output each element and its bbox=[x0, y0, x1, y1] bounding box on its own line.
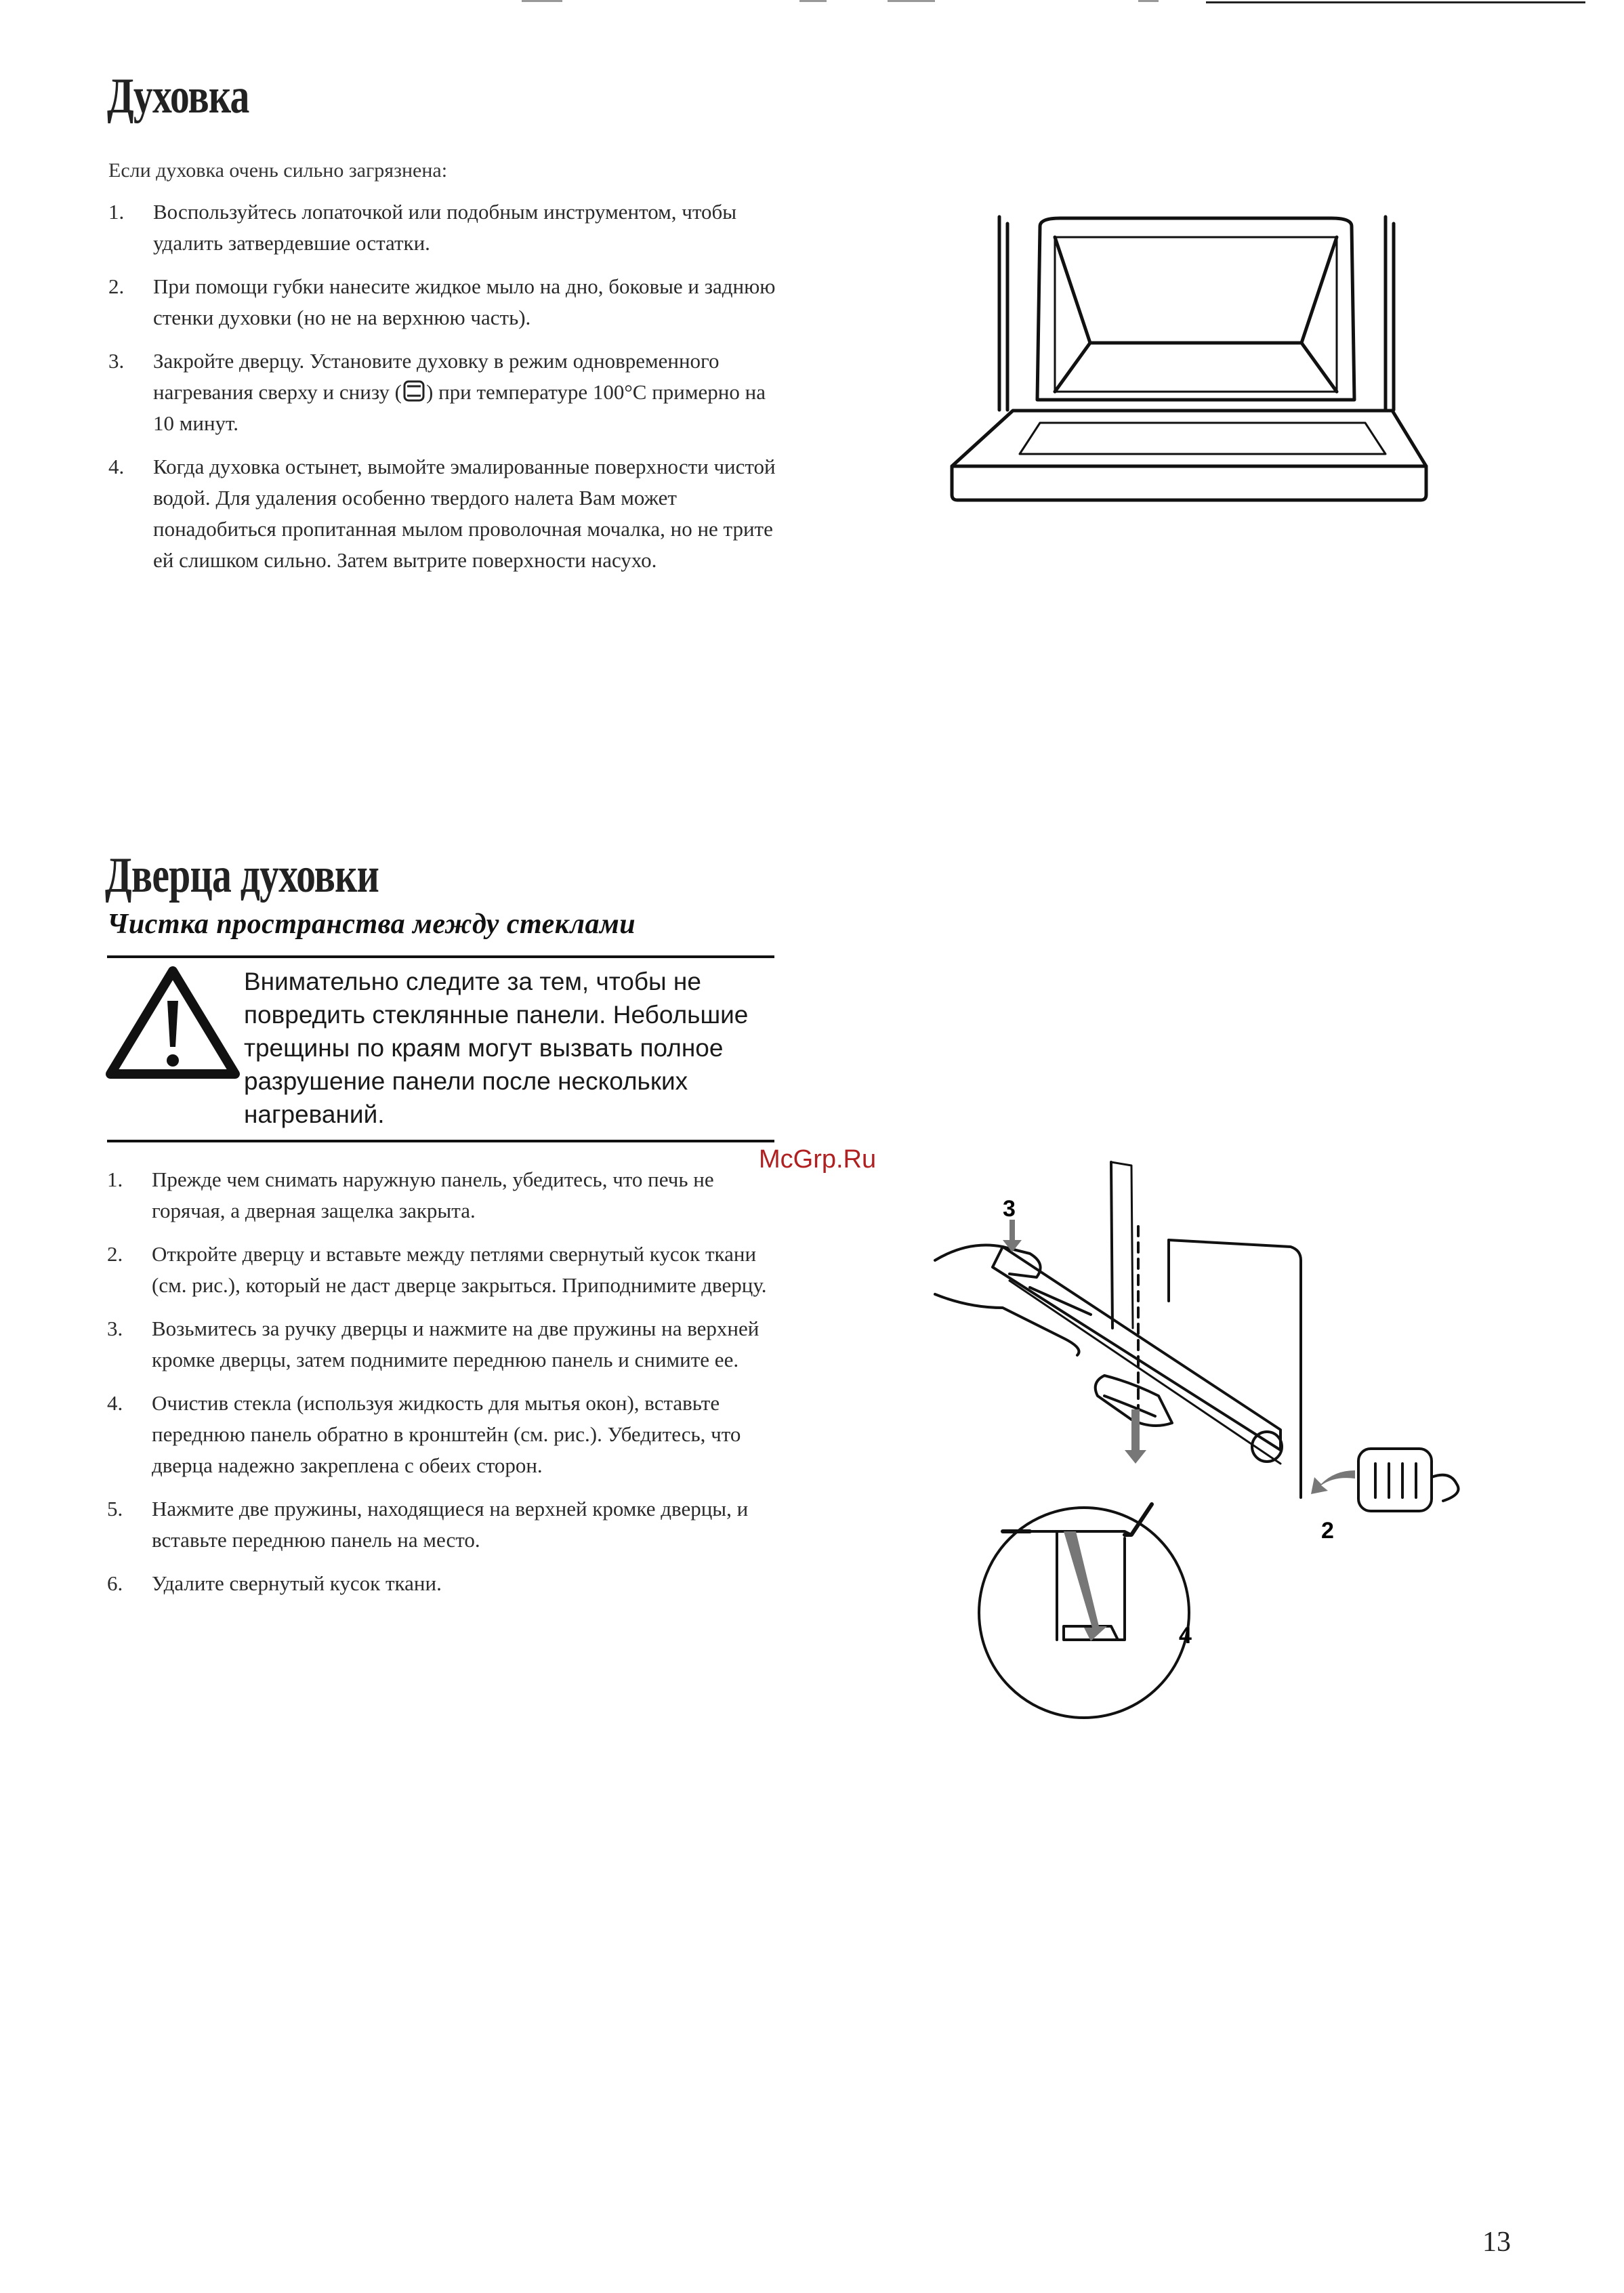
section-title-oven-door: Дверца духовки bbox=[105, 848, 379, 903]
list-item: 1. Воспользуйтесь лопаточкой или подобным инструментом, чтобы удалить затвердевшие остатки. bbox=[108, 200, 737, 255]
list-item: 6. Удалите свернутый кусок ткани. bbox=[107, 1571, 442, 1595]
diagram-label-3: 3 bbox=[1003, 1196, 1016, 1222]
divider-top bbox=[107, 955, 774, 958]
oven-steps bbox=[108, 197, 786, 588]
list-item: 4. Очистив стекла (используя жидкость для мытья окон), вставьте переднюю панель обратно в кронштейн (см. рис.). Убедитесь, что дверца надежно закреплена с обеих сторон. bbox=[107, 1391, 741, 1477]
list-item: 2. При помощи губки нанесите жидкое мыло на дно, боковые и заднюю стенки духовки (но не на верхнюю часть). bbox=[108, 274, 776, 329]
list-item: 3. Закройте дверцу. Установите духовку в режим одновременного нагревания сверху и снизу ( ) при температуре 100°С примерно на 10 минут. bbox=[108, 349, 766, 435]
diagram-label-2: 2 bbox=[1321, 1518, 1334, 1544]
oven-illustration bbox=[945, 210, 1453, 508]
diagram-label-4: 4 bbox=[1179, 1623, 1192, 1649]
warning-text: Внимательно следите за тем, чтобы не повредить стеклянные панели. Небольшие трещины по краям могут вызвать полное разрушение панели после нескольких нагреваний. bbox=[244, 968, 749, 1128]
watermark: McGrp.Ru bbox=[759, 1145, 877, 1174]
list-item: 2. Откройте дверцу и вставьте между петлями свернутый кусок ткани (см. рис.), который не даст дверце закрыться. Приподнимите дверцу. bbox=[107, 1242, 767, 1297]
top-bottom-heat-icon bbox=[402, 379, 426, 403]
divider-bottom bbox=[107, 1140, 774, 1142]
list-item: 5. Нажмите две пружины, находящиеся на верхней кромке дверцы, и вставьте переднюю панель на место. bbox=[107, 1497, 749, 1552]
warning-triangle-icon bbox=[105, 966, 241, 1081]
door-steps bbox=[107, 1164, 778, 1611]
top-rule bbox=[1206, 1, 1585, 3]
page-number: 13 bbox=[1482, 2227, 1511, 2258]
door-removal-illustration bbox=[928, 1152, 1491, 1721]
section-title-oven: Духовка bbox=[107, 68, 249, 124]
intro-text: Если духовка очень сильно загрязнена: bbox=[108, 159, 448, 182]
list-item: 3. Возьмитесь за ручку дверцы и нажмите на две пружины на верхней кромке дверцы, затем поднимите переднюю панель и снимите ее. bbox=[107, 1317, 759, 1371]
subtitle-glass-cleaning: Чистка пространства между стеклами bbox=[107, 909, 636, 940]
top-scan-marks bbox=[508, 0, 1186, 4]
list-item: 1. Прежде чем снимать наружную панель, убедитесь, что печь не горячая, а дверная защелка закрыта. bbox=[107, 1168, 714, 1222]
list-item: 4. Когда духовка остынет, вымойте эмалированные поверхности чистой водой. Для удаления особенно твердого налета Вам может понадобиться пропитанная мылом проволочная мочалка, но не трите ей слишком сильно. Затем вытрите поверхности насухо. bbox=[108, 455, 776, 572]
